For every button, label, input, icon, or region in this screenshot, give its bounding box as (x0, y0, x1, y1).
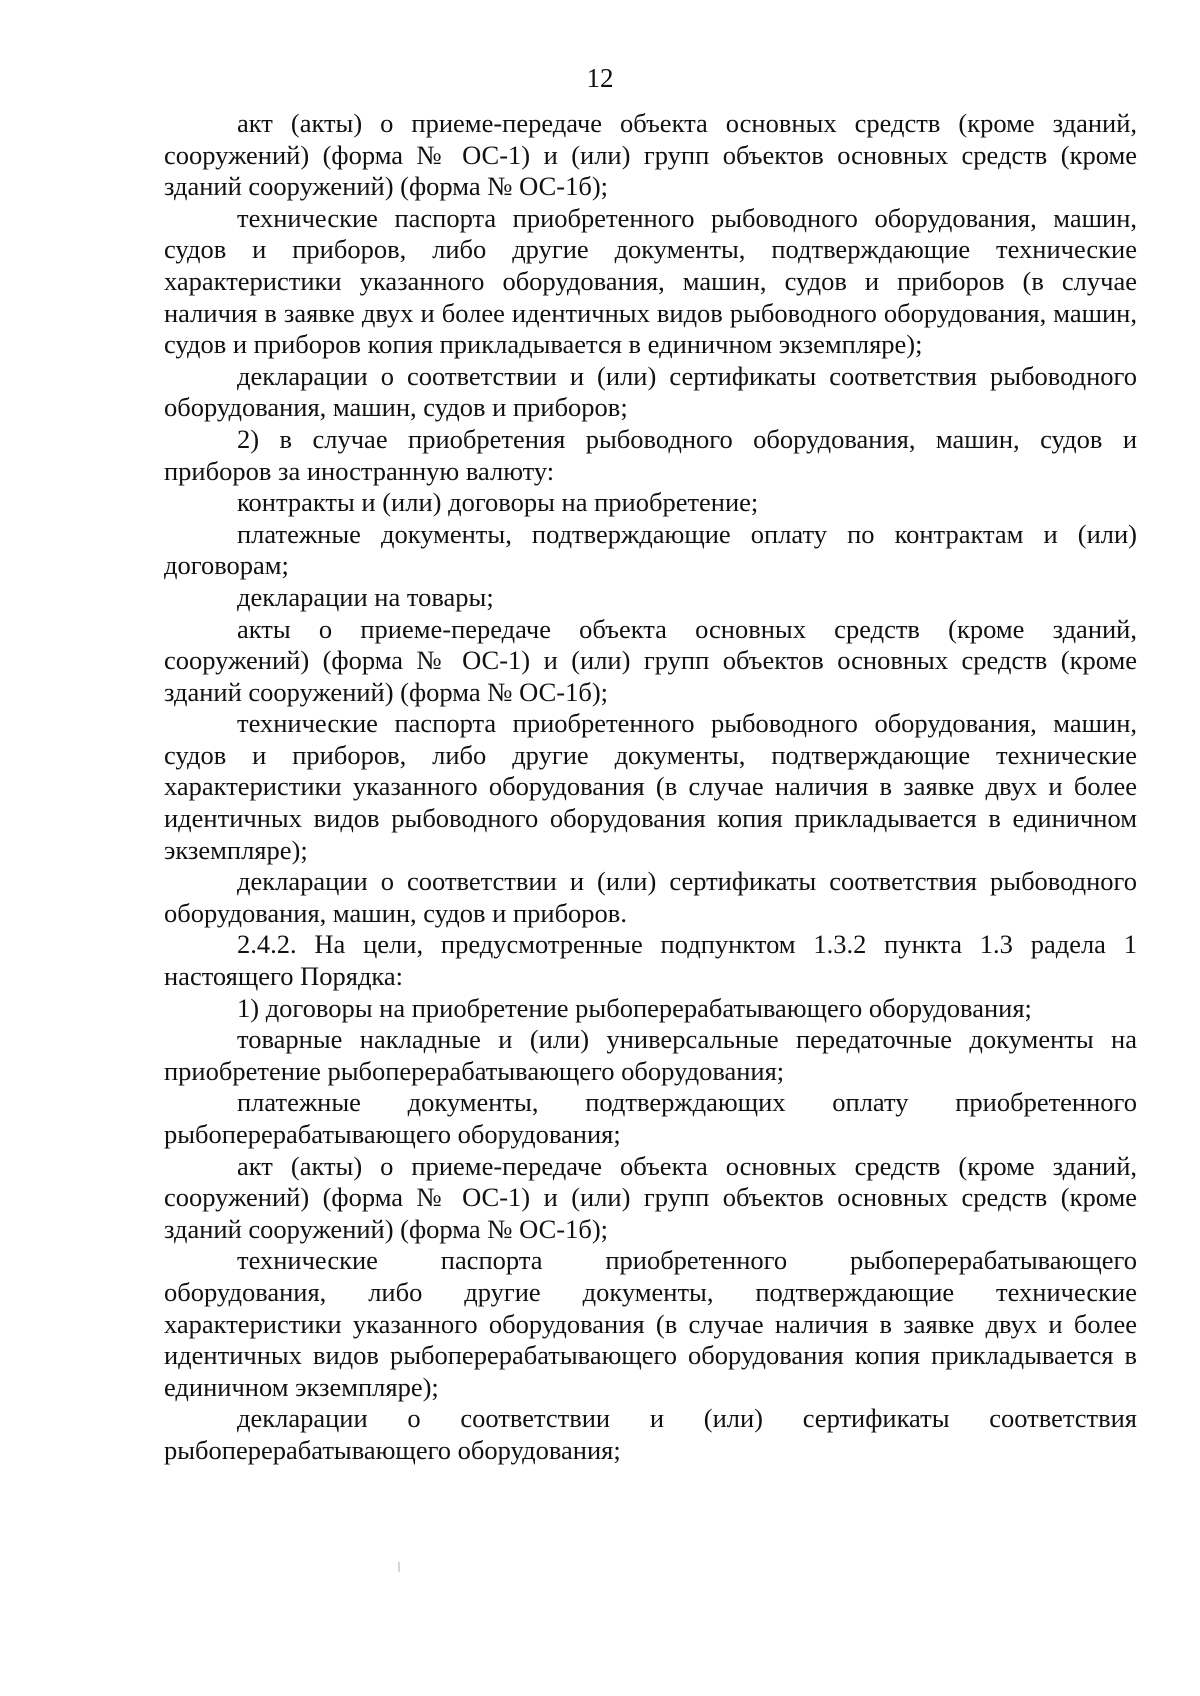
paragraph: акты о приеме-передаче объекта основных средств (кроме зданий, сооружений) (форма № ОС-1) и (или) групп объектов основных средств (кроме зданий сооружений) (форма № ОС-1б); (164, 613, 1137, 707)
paragraph: контракты и (или) договоры на приобретение; (237, 487, 759, 518)
document-body (164, 108, 1137, 1467)
paragraph: акт (акты) о приеме-передаче объекта основных средств (кроме зданий, сооружений) (форма № ОС-1) и (или) групп объектов основных средств (кроме зданий сооружений) (форма № ОС-1б); (164, 1150, 1137, 1244)
paragraph: декларации о соответствии и (или) сертификаты соответствия рыбоперерабатывающего оборудования; (164, 1403, 1137, 1465)
paragraph: технические паспорта приобретенного рыбоперерабатывающего оборудования, либо другие документы, подтверждающие технические характеристики указанного оборудования (в случае наличия в заявке двух и более идентичных видов рыбоперерабатывающего оборудования копия прикладывается в единичном экземпляре); (164, 1245, 1137, 1402)
paragraph: технические паспорта приобретенного рыбоводного оборудования, машин, судов и приборов, либо другие документы, подтверждающие технические характеристики указанного оборудования, машин, судов и приборов (в случае наличия в заявке двух и более идентичных видов рыбоводного оборудования, машин, судов и приборов копия прикладывается в единичном экземпляре); (164, 202, 1137, 360)
paragraph: декларации о соответствии и (или) сертификаты соответствия рыбоводного оборудования, машин, судов и приборов; (164, 360, 1137, 423)
paragraph: платежные документы, подтверждающие оплату по контрактам и (или) договорам; (164, 518, 1137, 581)
paragraph: 2) в случае приобретения рыбоводного оборудования, машин, судов и приборов за иностранную валюту: (164, 423, 1137, 486)
paragraph: 2.4.2. На цели, предусмотренные подпунктом 1.3.2 пункта 1.3 радела 1 настоящего Порядка: (164, 929, 1137, 992)
scan-artifact (398, 1562, 400, 1572)
paragraph: платежные документы, подтверждающих оплату приобретенного рыбоперерабатывающего оборудования; (164, 1087, 1137, 1149)
paragraph: декларации о соответствии и (или) сертификаты соответствия рыбоводного оборудования, машин, судов и приборов. (164, 866, 1137, 928)
page-number: 12 (586, 63, 614, 93)
paragraph: 1) договоры на приобретение рыбоперерабатывающего оборудования; (237, 992, 1032, 1023)
paragraph: товарные накладные и (или) универсальные передаточные документы на приобретение рыбоперерабатывающего оборудования; (164, 1024, 1137, 1086)
paragraph: акт (акты) о приеме-передаче объекта основных средств (кроме зданий, сооружений) (форма № ОС-1) и (или) групп объектов основных средств (кроме зданий сооружений) (форма № ОС-1б); (164, 108, 1137, 202)
paragraph: технические паспорта приобретенного рыбоводного оборудования, машин, судов и приборов, либо другие документы, подтверждающие технические характеристики указанного оборудования (в случае наличия в заявке двух и более идентичных видов рыбоводного оборудования копия прикладывается в единичном экземпляре); (164, 708, 1137, 865)
paragraph: декларации на товары; (237, 581, 494, 612)
